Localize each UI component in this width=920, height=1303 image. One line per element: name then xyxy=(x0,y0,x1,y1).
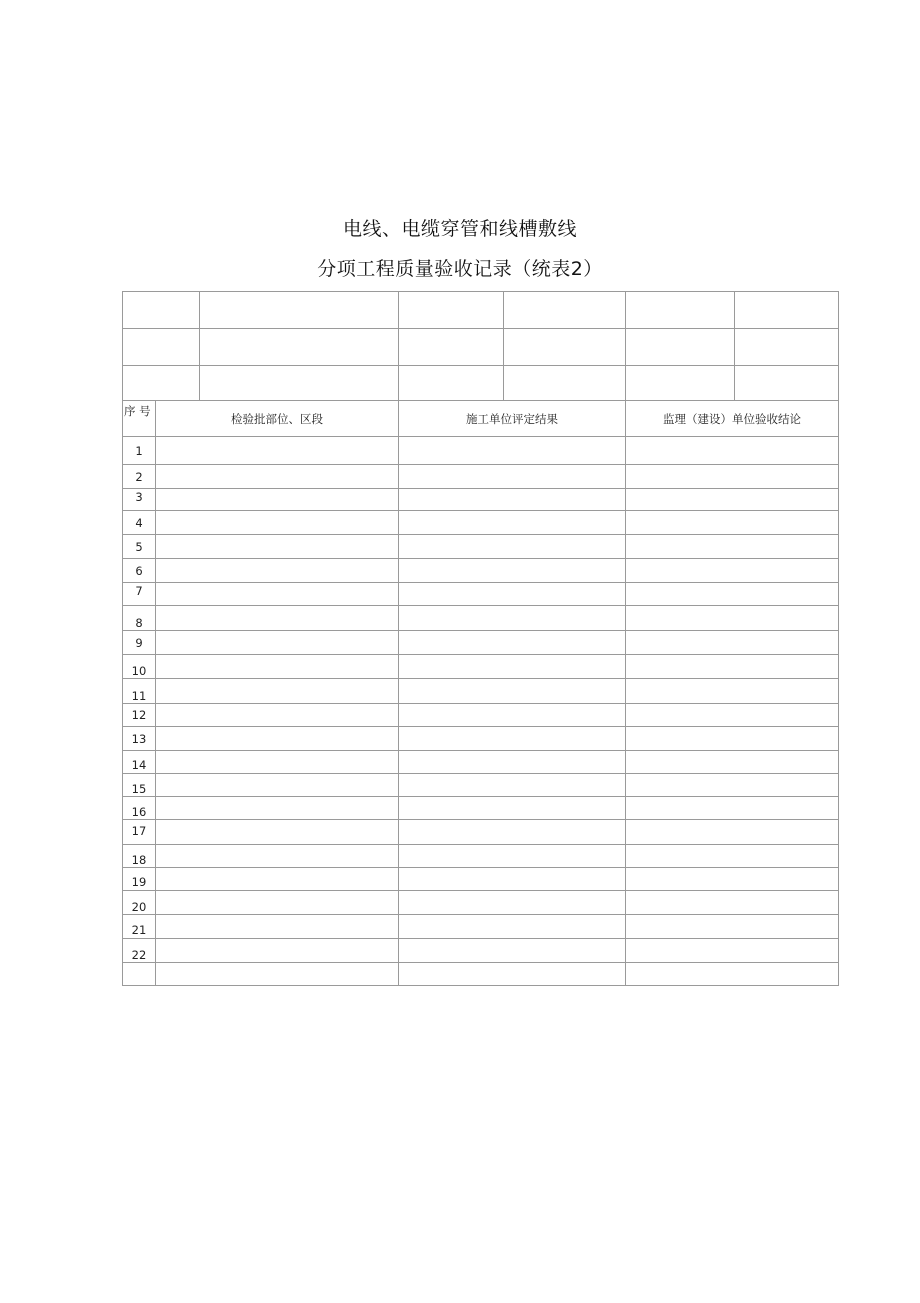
row-number: 21 xyxy=(131,923,147,937)
row-number: 4 xyxy=(135,516,143,530)
document-title: 电线、电缆穿管和线槽敷线 xyxy=(342,218,577,240)
row-number: 16 xyxy=(131,805,147,819)
header-contractor-result: 施工单位评定结果 xyxy=(466,412,558,426)
header-seq: 序 号 xyxy=(124,404,151,418)
row-number: 12 xyxy=(131,708,147,722)
row-number: 8 xyxy=(135,616,143,630)
row-number: 17 xyxy=(131,824,147,838)
row-number: 1 xyxy=(135,444,143,458)
row-number: 9 xyxy=(135,636,143,650)
row-number: 14 xyxy=(131,758,147,772)
row-number: 2 xyxy=(135,470,143,484)
row-number: 22 xyxy=(131,948,147,962)
header-supervisor-conclusion: 监理（建设）单位验收结论 xyxy=(663,412,801,426)
header-batch-location: 检验批部位、区段 xyxy=(231,412,323,426)
row-number: 20 xyxy=(131,900,147,914)
row-number: 10 xyxy=(131,664,147,678)
row-number: 5 xyxy=(135,540,143,554)
document-subtitle: 分项工程质量验收记录（统表2） xyxy=(317,258,603,280)
row-number: 18 xyxy=(131,853,147,867)
row-number: 3 xyxy=(135,490,143,504)
row-number: 6 xyxy=(135,564,143,578)
row-number: 11 xyxy=(131,689,147,703)
row-number: 7 xyxy=(135,584,143,598)
row-number: 13 xyxy=(131,732,147,746)
row-number: 15 xyxy=(131,782,147,796)
row-number: 19 xyxy=(131,875,147,889)
